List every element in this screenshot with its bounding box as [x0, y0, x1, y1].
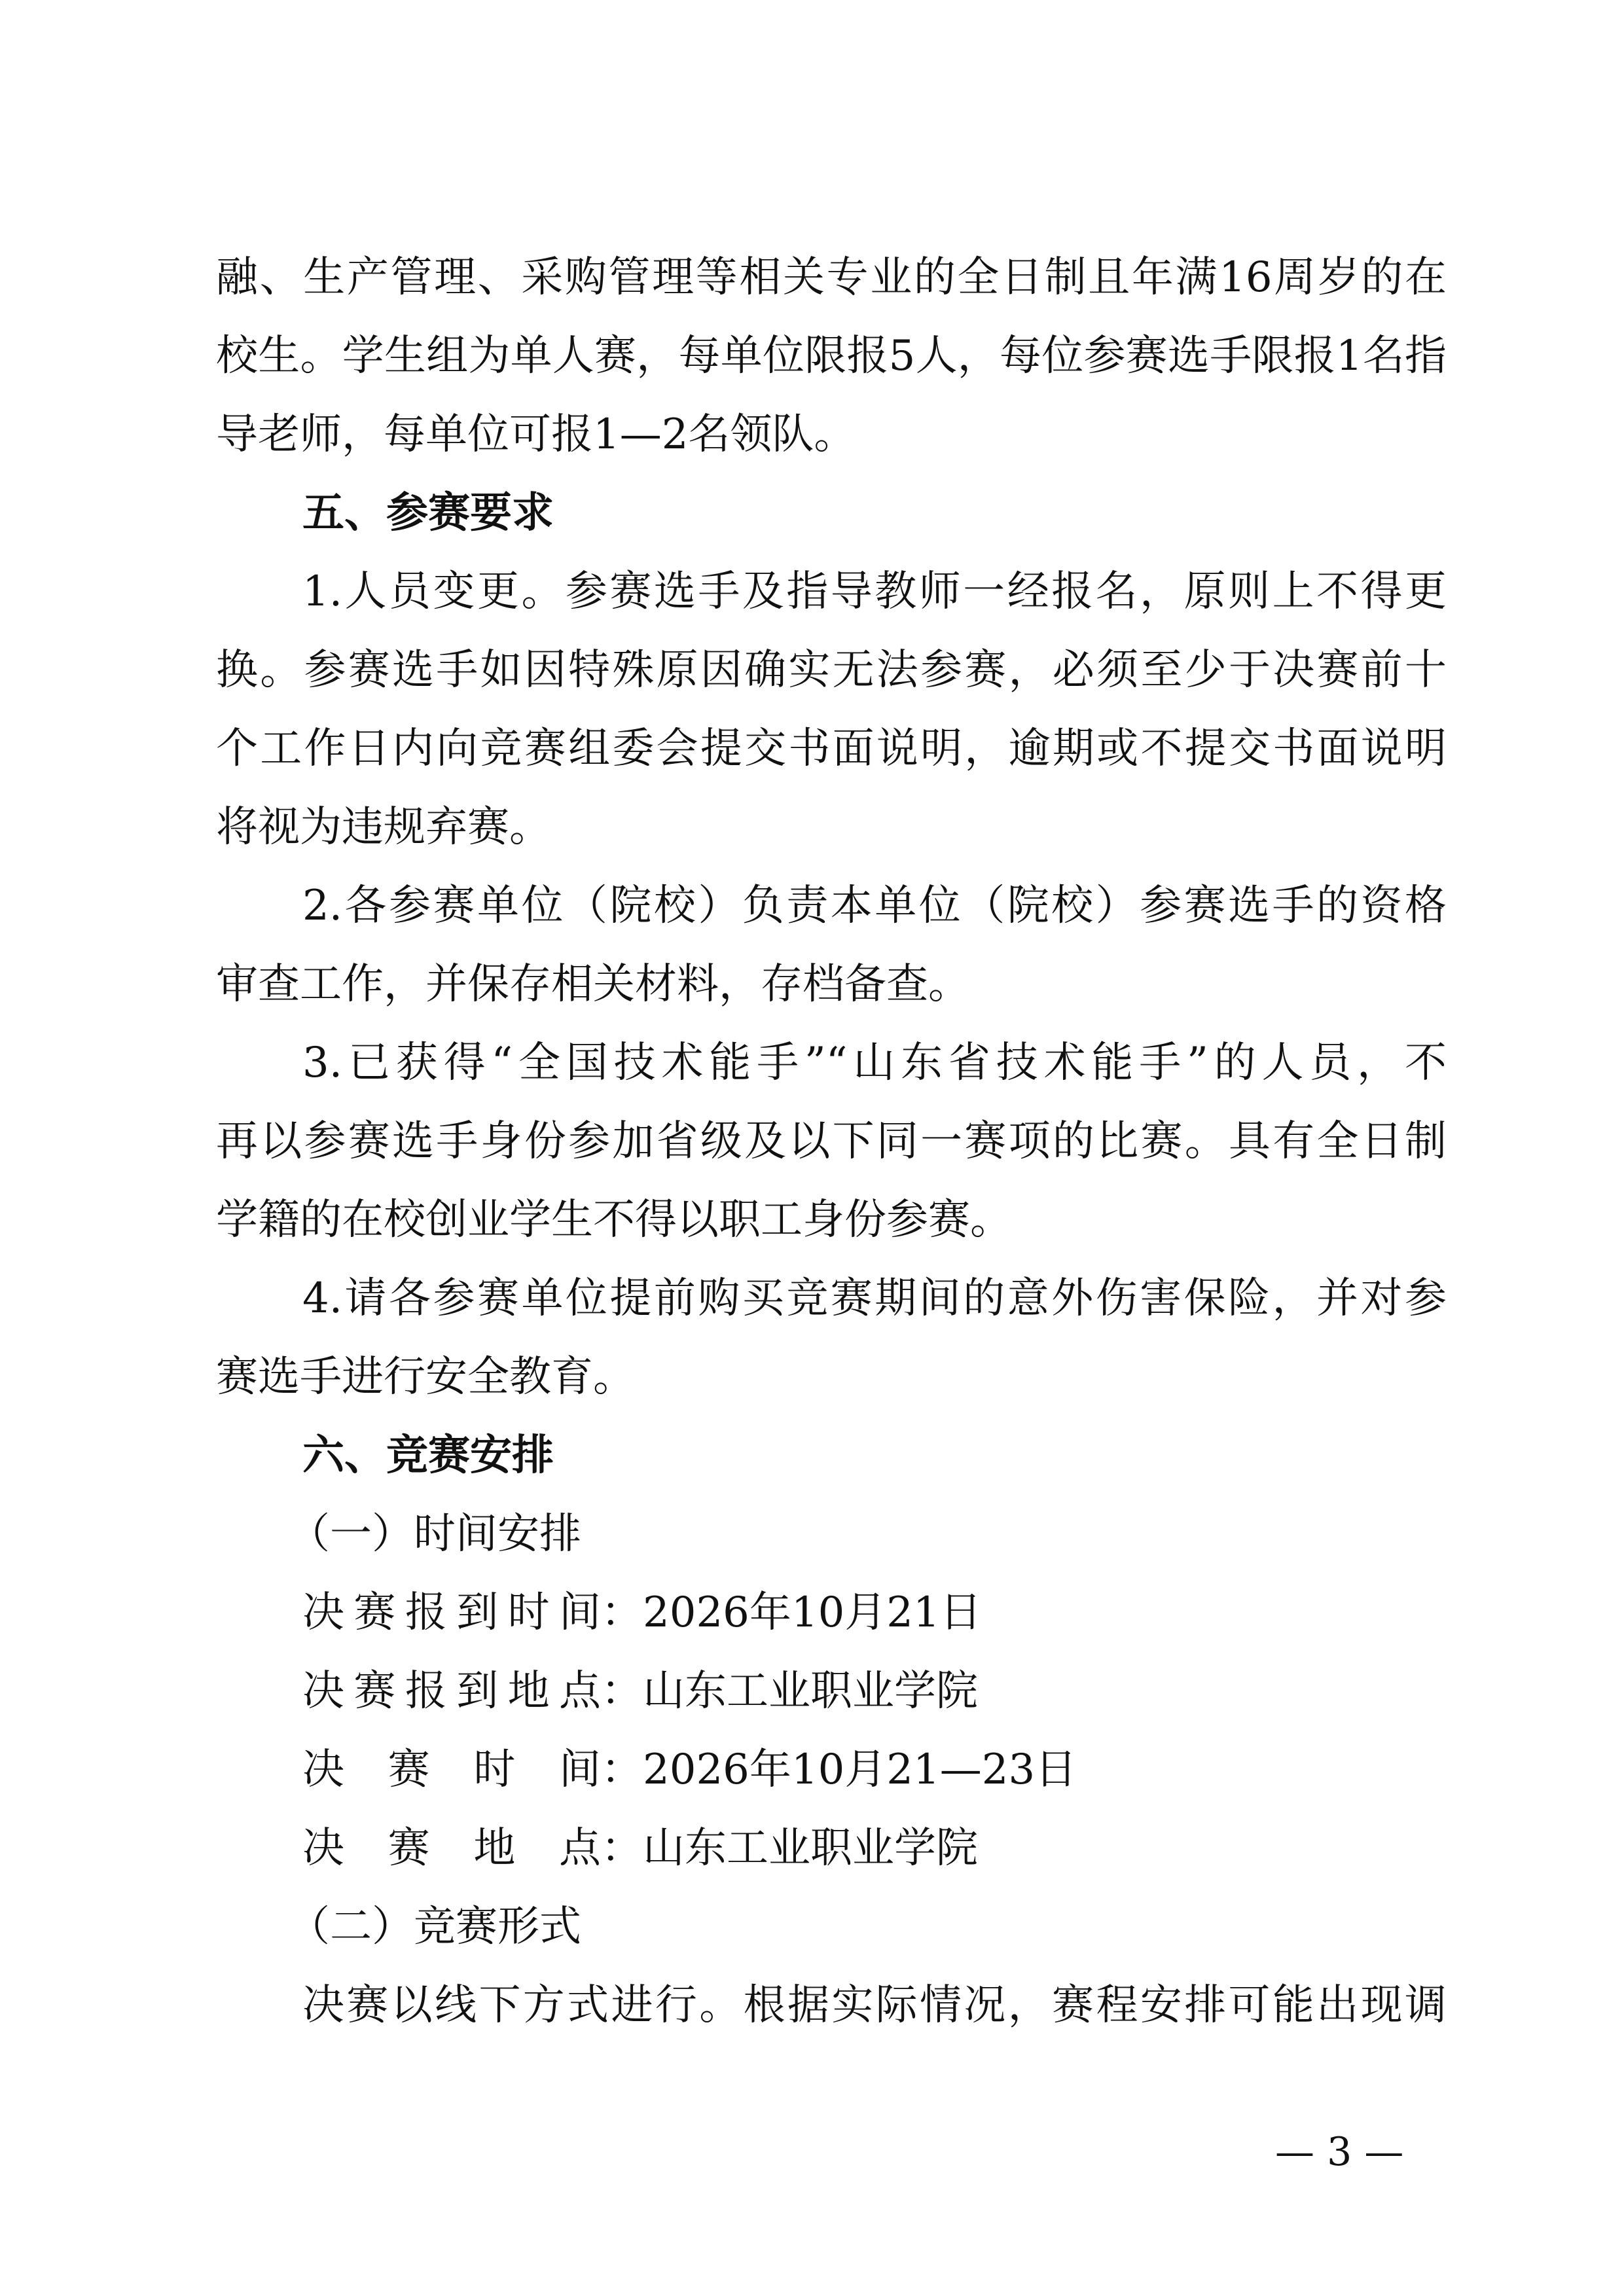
- schedule-row: [302, 1580, 982, 1645]
- section-heading-arrangement: 六、竞赛安排: [302, 1431, 554, 1480]
- schedule-row: [302, 1659, 978, 1724]
- schedule-value: 山东工业职业学院: [643, 1824, 978, 1873]
- schedule-label: 决赛报到时间: [302, 1588, 601, 1637]
- schedule-label: 决赛报到地点: [302, 1667, 601, 1715]
- schedule-value: 2026年10月21—23日: [643, 1746, 1077, 1794]
- body-line: 赛选手进行安全教育。: [216, 1353, 635, 1401]
- body-line: 3.已获得“全国技术能手”“山东省技术能手”的人员，不: [302, 1039, 1447, 1087]
- subsection-heading-format: （二）竞赛形式: [288, 1903, 581, 1951]
- schedule-colon: ：: [601, 1746, 643, 1794]
- body-line: 4.请各参赛单位提前购买竞赛期间的意外伤害保险，并对参: [302, 1274, 1447, 1323]
- body-line: 决赛以线下方式进行。根据实际情况，赛程安排可能出现调: [302, 1981, 1447, 2030]
- body-line: 审查工作，并保存相关材料，存档备查。: [216, 960, 970, 1009]
- section-heading-requirements: 五、参赛要求: [302, 489, 554, 537]
- subsection-heading-time: （一）时间安排: [288, 1510, 581, 1558]
- schedule-colon: ：: [601, 1824, 643, 1873]
- schedule-row: [302, 1737, 1077, 1803]
- schedule-colon: ：: [601, 1588, 643, 1637]
- body-line: 2.各参赛单位（院校）负责本单位（院校）参赛选手的资格: [302, 882, 1447, 930]
- body-line: 学籍的在校创业学生不得以职工身份参赛。: [216, 1196, 1012, 1244]
- body-line: 导老师，每单位可报1—2名领队。: [216, 410, 856, 459]
- body-line: 再以参赛选手身份参加省级及以下同一赛项的比赛。具有全日制: [216, 1117, 1447, 1166]
- body-line: 1.人员变更。参赛选手及指导教师一经报名，原则上不得更: [302, 567, 1447, 616]
- body-line: 换。参赛选手如因特殊原因确实无法参赛，必须至少于决赛前十: [216, 646, 1447, 694]
- schedule-value: 2026年10月21日: [643, 1588, 982, 1637]
- schedule-value: 山东工业职业学院: [643, 1667, 978, 1715]
- body-line: 将视为违规弃赛。: [216, 803, 551, 852]
- body-line: 校生。学生组为单人赛，每单位限报5人，每位参赛选手限报1名指: [216, 332, 1447, 380]
- body-line: 个工作日内向竞赛组委会提交书面说明，逾期或不提交书面说明: [216, 725, 1447, 773]
- schedule-colon: ：: [601, 1667, 643, 1715]
- schedule-label: 决赛地点: [302, 1824, 601, 1873]
- body-line: 融、生产管理、采购管理等相关专业的全日制且年满16周岁的在: [216, 253, 1447, 302]
- schedule-row: [302, 1816, 978, 1881]
- page-number: — 3 —: [1275, 2129, 1404, 2175]
- schedule-label: 决赛时间: [302, 1746, 601, 1794]
